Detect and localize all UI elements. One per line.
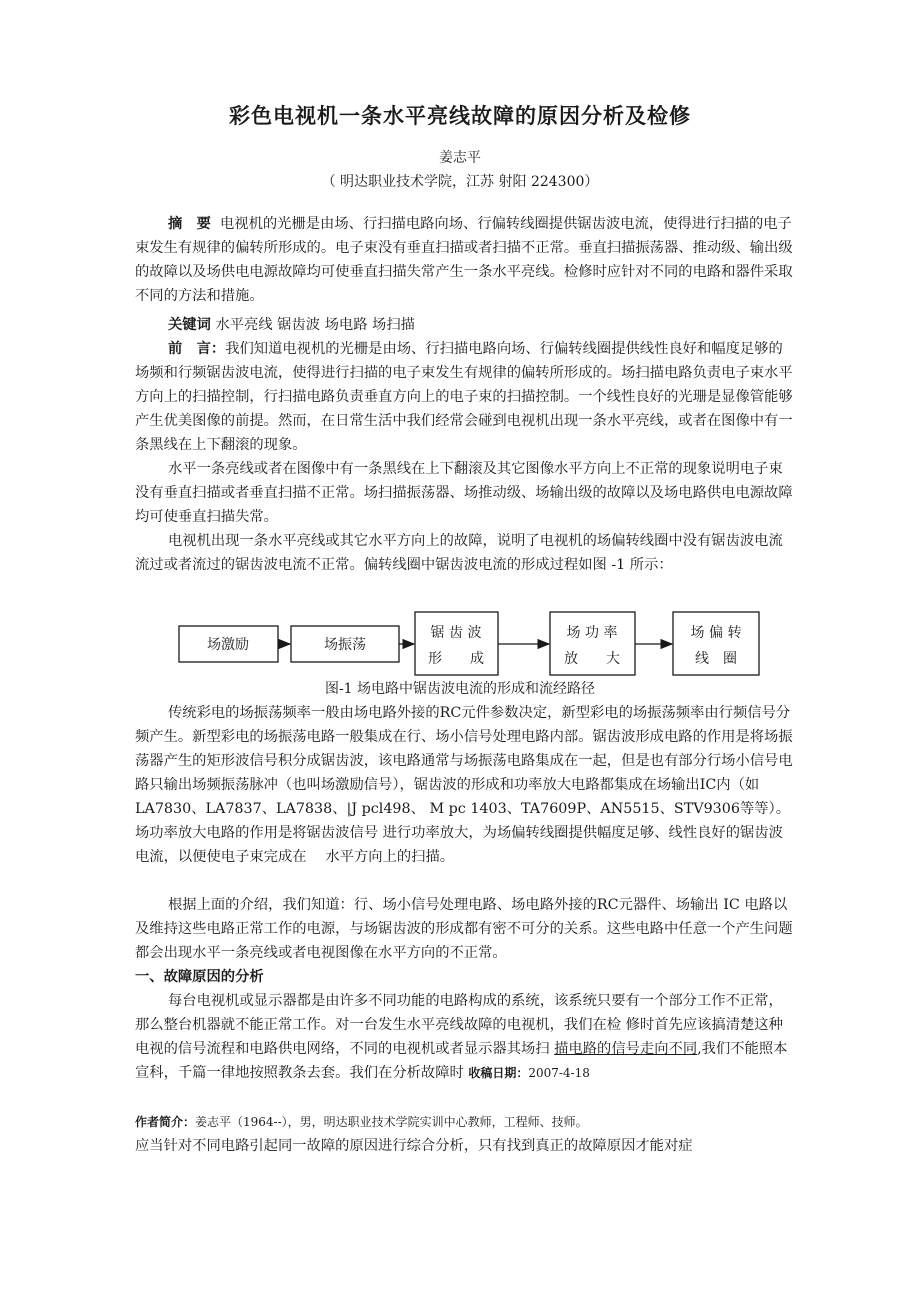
box-field-drive-label: 场激励 bbox=[207, 637, 249, 653]
paragraph-5 bbox=[135, 989, 795, 1085]
keywords bbox=[135, 313, 795, 337]
paragraph-4: 根据上面的介绍，我们知道：行、场小信号处理电路、场电路外接的RC元器件、场输出 IC 电路以及维持这些电路正常工作的电源，与场锯齿波的形成都有密不可分的关系。这些电路中任意一个产生问题都会出现水平一条亮线或者电视图像在水平方向的不正常。 bbox=[135, 897, 793, 961]
received-label: 收稿日期： bbox=[468, 1066, 529, 1080]
paragraph-3: 传统彩电的场振荡频率一般由场电路外接的RC元件参数决定，新型彩电的场振荡频率由行频信号分频产生。新型彩电的场振荡电路一般集成在行、场小信号处理电路内部。锯齿波形成电路的作用是将场振荡器产生的矩形波信号积分成锯齿波，该电路通常与场振荡电路集成在一起，但是也有部分行场小信号电路只输出场频振荡脉冲（也叫场激励信号），锯齿波的形成和功率放大电路都集成在场输出IC内（如LA7830、LA7837、LA7838、|J pcl498、 M pc 1403、TA7609P、AN5515、STV9306等等）。场功率放大电路的作用是将锯齿波信号 进行功率放大，为场偏转线圈提供幅度足够、线性良好的锯齿波电流，以便使电子束完成在 水平方向上的扫描。 bbox=[135, 705, 793, 865]
box-sawtooth-forming-line1: 锯 齿 波 bbox=[430, 625, 482, 641]
preface-text: 我们知道电视机的光栅是由场、行扫描电路向场、行偏转线圈提供线性良好和幅度足够的场频和行频锯齿波电流，使得进行扫描的电子束发生有规律的偏转所形成的。场扫描电路负责电子束水平方向上的扫描控制，行扫描电路负责垂直方向上的电子束的扫描控制。一个线性良好的光珊是显像管能够产生优美图像的前提。然而，在日常生活中我们经常会碰到电视机出现一条水平亮线，或者在图像中有一条黑线在上下翻滚的现象。 bbox=[135, 341, 793, 453]
abstract bbox=[135, 212, 795, 308]
box-field-power-amp-line1: 场 功 率 bbox=[566, 625, 618, 641]
paragraph-5-underlined: 描电路的信号走向不同 bbox=[554, 1041, 698, 1057]
keywords-label: 关键词 bbox=[168, 317, 211, 333]
paragraph-5-part-b: ,我们不能照本宣科，千篇一律地按照教条去套。我们在分析故障时 bbox=[135, 1041, 788, 1081]
keywords-text: 水平亮线 锯齿波 场电路 场扫描 bbox=[215, 317, 415, 333]
preface-label: 前 言： bbox=[168, 341, 226, 357]
box-field-power-amp-line2: 放 大 bbox=[564, 651, 620, 667]
author-bio-label: 作者简介： bbox=[135, 1115, 196, 1129]
box-deflection-coil-line2: 线 圈 bbox=[695, 651, 737, 667]
author-bio bbox=[135, 1113, 588, 1130]
author-bio-text: 姜志平（1964--），男，明达职业技术学院实训中心教师，工程师、技师。 bbox=[195, 1115, 588, 1129]
figure-caption: 图-1 场电路中锯齿波电流的形成和流经路径 bbox=[324, 681, 596, 697]
paragraph-1: 水平一条亮线或者在图像中有一条黑线在上下翻滚及其它图像水平方向上不正常的现象说明电子束没有垂直扫描或者垂直扫描不正常。场扫描振荡器、场推动级、场输出级的故障以及场电路供电电源故障均可使垂直扫描失常。 bbox=[135, 461, 793, 525]
box-sawtooth-forming-line2: 形 成 bbox=[428, 651, 484, 667]
paragraph-5-part-a: 每台电视机或显示器都是由许多不同功能的电路构成的系统，该系统只要有一个部分工作不正常，那么整台机器就不能正常工作。对一台发生水平亮线故障的电视机，我们在检 修时首先应该搞清楚这种电视的信号流程和电路供电网络，不同的电视机或者显示器其场扫 bbox=[135, 993, 783, 1057]
continuation-line: 应当针对不同电路引起同一故障的原因进行综合分析，只有找到真正的故障原因才能对症 bbox=[135, 1138, 693, 1154]
abstract-label: 摘 要 bbox=[168, 216, 211, 232]
box-field-oscillator-label: 场振荡 bbox=[324, 637, 366, 653]
box-deflection-coil-line1: 场 偏 转 bbox=[690, 625, 742, 641]
signal-flow-diagram bbox=[0, 600, 920, 680]
section-heading: 一、故障原因的分析 bbox=[135, 969, 264, 985]
received-date: 2007-4-18 bbox=[528, 1066, 590, 1080]
author-name: 姜志平 bbox=[439, 150, 481, 166]
author-affiliation: （ 明达职业技术学院，江苏 射阳 224300） bbox=[321, 174, 599, 190]
preface bbox=[135, 337, 795, 457]
paper-title: 彩色电视机一条水平亮线故障的原因分析及检修 bbox=[229, 103, 691, 128]
abstract-text: 电视机的光栅是由场、行扫描电路向场、行偏转线圈提供锯齿波电流，使得进行扫描的电子束发生有规律的偏转所形成的。电子束没有垂直扫描或者扫描不正常。垂直扫描振荡器、推动级、输出级的故障以及场供电电源故障均可使垂直扫描失常产生一条水平亮线。检修时应针对不同的电路和器件采取不同的方法和措施。 bbox=[135, 216, 793, 304]
paragraph-2: 电视机出现一条水平亮线或其它水平方向上的故障，说明了电视机的场偏转线圈中没有锯齿波电流流过或者流过的锯齿波电流不正常。偏转线圈中锯齿波电流的形成过程如图 -1 所示： bbox=[135, 533, 783, 573]
